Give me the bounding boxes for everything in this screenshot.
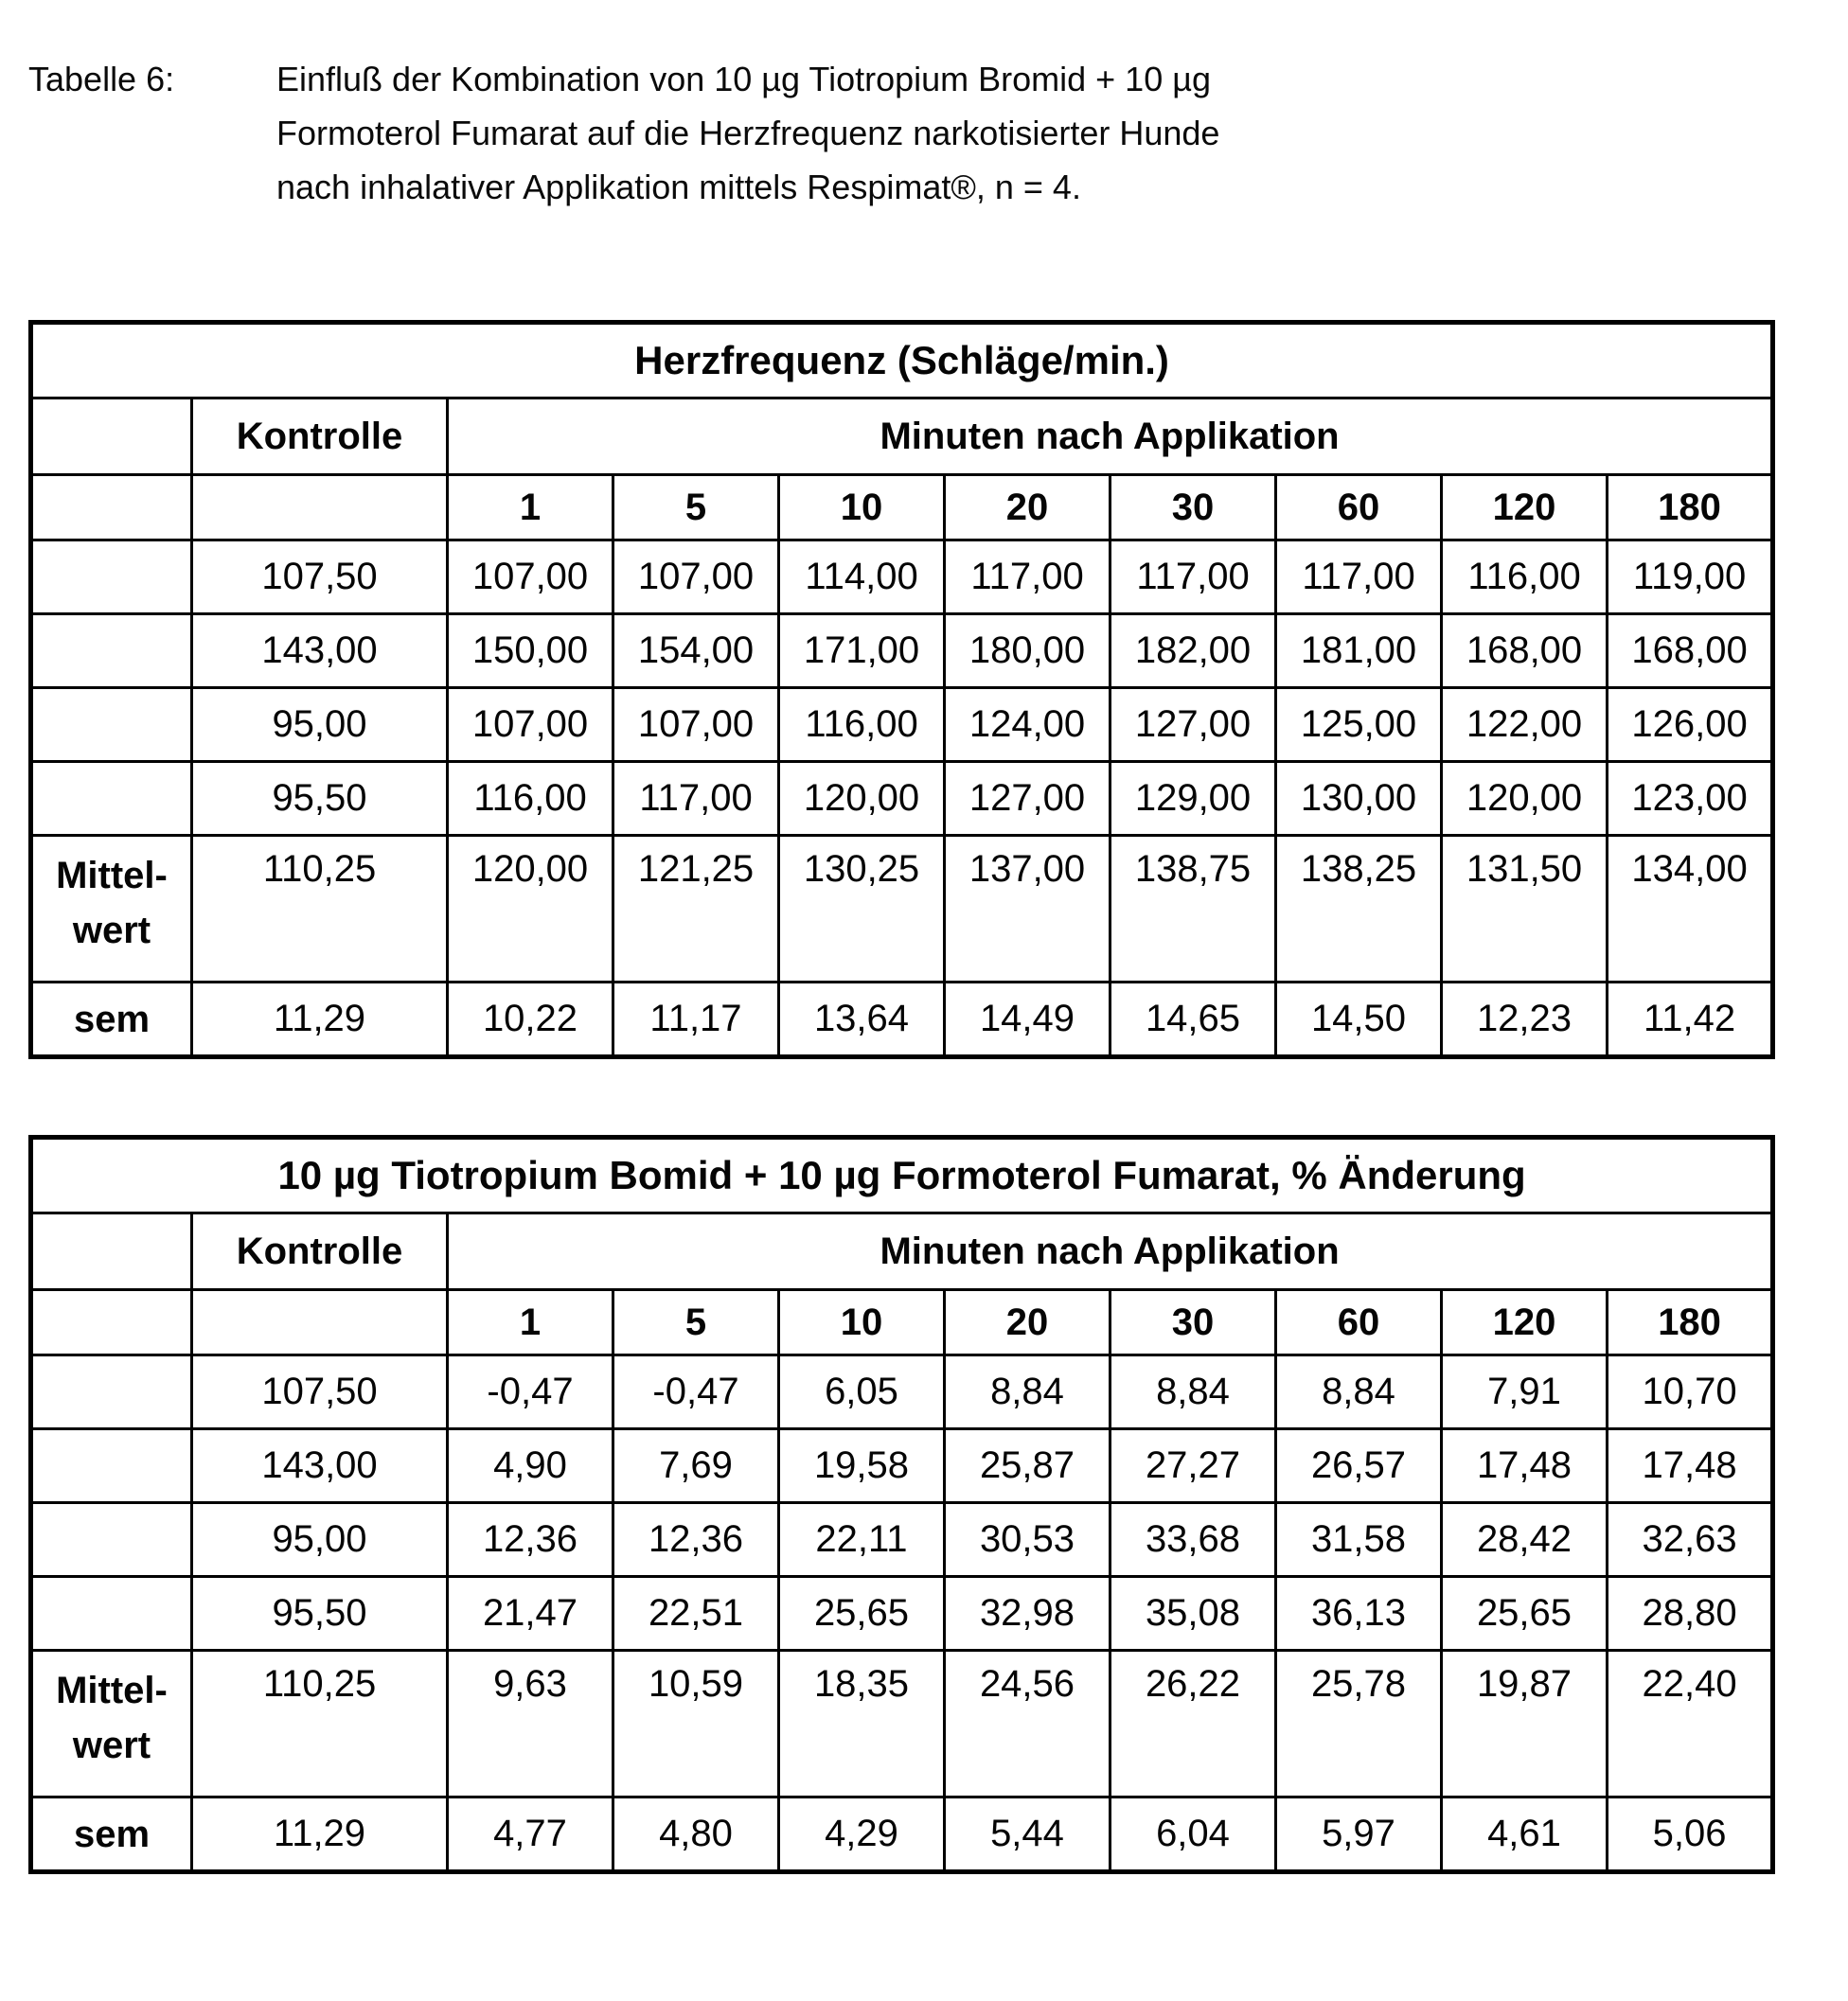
- value-cell: 182,00: [1111, 614, 1276, 688]
- value-cell: 116,00: [1442, 540, 1608, 614]
- value-cell: 5,97: [1276, 1797, 1442, 1872]
- value-cell: 117,00: [945, 540, 1111, 614]
- value-cell: 5,44: [945, 1797, 1111, 1872]
- corner-cell: [31, 1213, 192, 1290]
- caption-text: [276, 52, 1219, 214]
- kontrolle-value: 95,00: [192, 1503, 448, 1577]
- value-cell: 12,23: [1442, 983, 1608, 1057]
- row-label: [31, 614, 192, 688]
- time-column-header: 10: [779, 1290, 945, 1355]
- kontrolle-value: 110,25: [192, 1651, 448, 1797]
- table-title: 10 µg Tiotropium Bomid + 10 µg Formoterol Fumarat, % Änderung: [31, 1138, 1773, 1213]
- value-cell: 6,04: [1111, 1797, 1276, 1872]
- value-cell: 33,68: [1111, 1503, 1276, 1577]
- value-cell: 26,57: [1276, 1429, 1442, 1503]
- value-cell: 116,00: [779, 688, 945, 762]
- kontrolle-value: 107,50: [192, 1355, 448, 1429]
- value-cell: 4,90: [448, 1429, 613, 1503]
- time-header-row: [31, 475, 1773, 540]
- time-column-header: 30: [1111, 1290, 1276, 1355]
- row-label: [31, 688, 192, 762]
- value-cell: 130,00: [1276, 762, 1442, 836]
- value-cell: 127,00: [1111, 688, 1276, 762]
- time-column-header: 20: [945, 1290, 1111, 1355]
- value-cell: 21,47: [448, 1577, 613, 1651]
- value-cell: 10,22: [448, 983, 613, 1057]
- time-column-header: 30: [1111, 475, 1276, 540]
- table-row: [31, 1355, 1773, 1429]
- value-cell: 17,48: [1442, 1429, 1608, 1503]
- value-cell: 122,00: [1442, 688, 1608, 762]
- value-cell: 28,42: [1442, 1503, 1608, 1577]
- time-column-header: 5: [613, 1290, 779, 1355]
- percent-change-table: [28, 1135, 1775, 1874]
- value-cell: 27,27: [1111, 1429, 1276, 1503]
- minutes-header: Minuten nach Applikation: [448, 398, 1773, 475]
- row-label: [31, 1577, 192, 1651]
- kontrolle-value: 107,50: [192, 540, 448, 614]
- value-cell: 10,59: [613, 1651, 779, 1797]
- row-label: sem: [31, 983, 192, 1057]
- value-cell: 107,00: [448, 688, 613, 762]
- value-cell: 12,36: [613, 1503, 779, 1577]
- time-column-header: 60: [1276, 475, 1442, 540]
- value-cell: 25,87: [945, 1429, 1111, 1503]
- value-cell: 14,49: [945, 983, 1111, 1057]
- row-label: sem: [31, 1797, 192, 1872]
- table-row: [31, 540, 1773, 614]
- row-label: [31, 762, 192, 836]
- value-cell: 36,13: [1276, 1577, 1442, 1651]
- time-column-header: 180: [1608, 475, 1773, 540]
- kontrolle-value: 95,00: [192, 688, 448, 762]
- value-cell: 131,50: [1442, 836, 1608, 983]
- value-cell: 107,00: [613, 688, 779, 762]
- value-cell: 138,75: [1111, 836, 1276, 983]
- table-title: Herzfrequenz (Schläge/min.): [31, 323, 1773, 398]
- row-label: [31, 1355, 192, 1429]
- minutes-header: Minuten nach Applikation: [448, 1213, 1773, 1290]
- value-cell: 154,00: [613, 614, 779, 688]
- value-cell: 14,50: [1276, 983, 1442, 1057]
- value-cell: 22,51: [613, 1577, 779, 1651]
- value-cell: 125,00: [1276, 688, 1442, 762]
- heart-rate-table: [28, 320, 1775, 1059]
- header-row: [31, 398, 1773, 475]
- value-cell: 123,00: [1608, 762, 1773, 836]
- value-cell: 171,00: [779, 614, 945, 688]
- value-cell: 32,98: [945, 1577, 1111, 1651]
- value-cell: 119,00: [1608, 540, 1773, 614]
- value-cell: 9,63: [448, 1651, 613, 1797]
- value-cell: -0,47: [613, 1355, 779, 1429]
- value-cell: 6,05: [779, 1355, 945, 1429]
- caption-label: Tabelle 6:: [28, 60, 175, 98]
- table-row: [31, 836, 1773, 983]
- value-cell: 32,63: [1608, 1503, 1773, 1577]
- kontrolle-header: Kontrolle: [192, 1213, 448, 1290]
- value-cell: 14,65: [1111, 983, 1276, 1057]
- kontrolle-value: 110,25: [192, 836, 448, 983]
- table-row: [31, 1577, 1773, 1651]
- value-cell: 22,11: [779, 1503, 945, 1577]
- value-cell: 31,58: [1276, 1503, 1442, 1577]
- value-cell: 114,00: [779, 540, 945, 614]
- value-cell: 107,00: [613, 540, 779, 614]
- table-row: [31, 983, 1773, 1057]
- value-cell: 168,00: [1608, 614, 1773, 688]
- value-cell: 25,65: [1442, 1577, 1608, 1651]
- value-cell: 17,48: [1608, 1429, 1773, 1503]
- kontrolle-value: 143,00: [192, 614, 448, 688]
- kontrolle-value: 95,50: [192, 762, 448, 836]
- value-cell: 11,17: [613, 983, 779, 1057]
- value-cell: 22,40: [1608, 1651, 1773, 1797]
- table-row: [31, 1797, 1773, 1872]
- value-cell: 180,00: [945, 614, 1111, 688]
- value-cell: 130,25: [779, 836, 945, 983]
- empty-cell: [192, 475, 448, 540]
- corner-cell: [31, 475, 192, 540]
- empty-cell: [192, 1290, 448, 1355]
- value-cell: 30,53: [945, 1503, 1111, 1577]
- value-cell: 120,00: [779, 762, 945, 836]
- value-cell: 12,36: [448, 1503, 613, 1577]
- table-row: [31, 762, 1773, 836]
- kontrolle-value: 11,29: [192, 1797, 448, 1872]
- caption-line-3: nach inhalativer Applikation mittels Respimat®, n = 4.: [276, 168, 1081, 206]
- value-cell: 13,64: [779, 983, 945, 1057]
- value-cell: 25,65: [779, 1577, 945, 1651]
- kontrolle-value: 95,50: [192, 1577, 448, 1651]
- value-cell: 25,78: [1276, 1651, 1442, 1797]
- time-column-header: 1: [448, 1290, 613, 1355]
- value-cell: 127,00: [945, 762, 1111, 836]
- value-cell: 117,00: [1276, 540, 1442, 614]
- table-title-row: [31, 1138, 1773, 1213]
- value-cell: 7,91: [1442, 1355, 1608, 1429]
- value-cell: 19,58: [779, 1429, 945, 1503]
- value-cell: 7,69: [613, 1429, 779, 1503]
- caption-line-1: Einfluß der Kombination von 10 µg Tiotropium Bromid + 10 µg: [276, 60, 1211, 98]
- time-column-header: 120: [1442, 475, 1608, 540]
- value-cell: 4,29: [779, 1797, 945, 1872]
- time-column-header: 20: [945, 475, 1111, 540]
- row-label: [31, 540, 192, 614]
- table-row: [31, 1429, 1773, 1503]
- corner-cell: [31, 398, 192, 475]
- value-cell: 168,00: [1442, 614, 1608, 688]
- value-cell: 5,06: [1608, 1797, 1773, 1872]
- table-row: [31, 1503, 1773, 1577]
- value-cell: 181,00: [1276, 614, 1442, 688]
- value-cell: 10,70: [1608, 1355, 1773, 1429]
- kontrolle-header: Kontrolle: [192, 398, 448, 475]
- value-cell: 120,00: [448, 836, 613, 983]
- value-cell: 4,61: [1442, 1797, 1608, 1872]
- value-cell: 138,25: [1276, 836, 1442, 983]
- value-cell: 126,00: [1608, 688, 1773, 762]
- value-cell: 19,87: [1442, 1651, 1608, 1797]
- value-cell: 8,84: [1111, 1355, 1276, 1429]
- row-label: Mittel- wert: [31, 836, 192, 983]
- time-column-header: 180: [1608, 1290, 1773, 1355]
- table-row: [31, 1651, 1773, 1797]
- value-cell: 117,00: [1111, 540, 1276, 614]
- value-cell: 134,00: [1608, 836, 1773, 983]
- value-cell: 18,35: [779, 1651, 945, 1797]
- value-cell: 4,80: [613, 1797, 779, 1872]
- value-cell: 26,22: [1111, 1651, 1276, 1797]
- row-label: [31, 1429, 192, 1503]
- value-cell: 120,00: [1442, 762, 1608, 836]
- value-cell: 8,84: [945, 1355, 1111, 1429]
- time-column-header: 60: [1276, 1290, 1442, 1355]
- kontrolle-value: 143,00: [192, 1429, 448, 1503]
- value-cell: 4,77: [448, 1797, 613, 1872]
- value-cell: 150,00: [448, 614, 613, 688]
- row-label: Mittel- wert: [31, 1651, 192, 1797]
- value-cell: 129,00: [1111, 762, 1276, 836]
- corner-cell: [31, 1290, 192, 1355]
- value-cell: 8,84: [1276, 1355, 1442, 1429]
- time-column-header: 1: [448, 475, 613, 540]
- table-row: [31, 688, 1773, 762]
- value-cell: 24,56: [945, 1651, 1111, 1797]
- value-cell: -0,47: [448, 1355, 613, 1429]
- value-cell: 116,00: [448, 762, 613, 836]
- value-cell: 11,42: [1608, 983, 1773, 1057]
- kontrolle-value: 11,29: [192, 983, 448, 1057]
- time-column-header: 10: [779, 475, 945, 540]
- time-column-header: 120: [1442, 1290, 1608, 1355]
- value-cell: 107,00: [448, 540, 613, 614]
- time-header-row: [31, 1290, 1773, 1355]
- table-title-row: [31, 323, 1773, 398]
- caption-line-2: Formoterol Fumarat auf die Herzfrequenz narkotisierter Hunde: [276, 114, 1220, 152]
- value-cell: 137,00: [945, 836, 1111, 983]
- value-cell: 121,25: [613, 836, 779, 983]
- table-row: [31, 614, 1773, 688]
- time-column-header: 5: [613, 475, 779, 540]
- value-cell: 35,08: [1111, 1577, 1276, 1651]
- header-row: [31, 1213, 1773, 1290]
- value-cell: 28,80: [1608, 1577, 1773, 1651]
- table-caption: [28, 52, 1770, 214]
- value-cell: 117,00: [613, 762, 779, 836]
- row-label: [31, 1503, 192, 1577]
- value-cell: 124,00: [945, 688, 1111, 762]
